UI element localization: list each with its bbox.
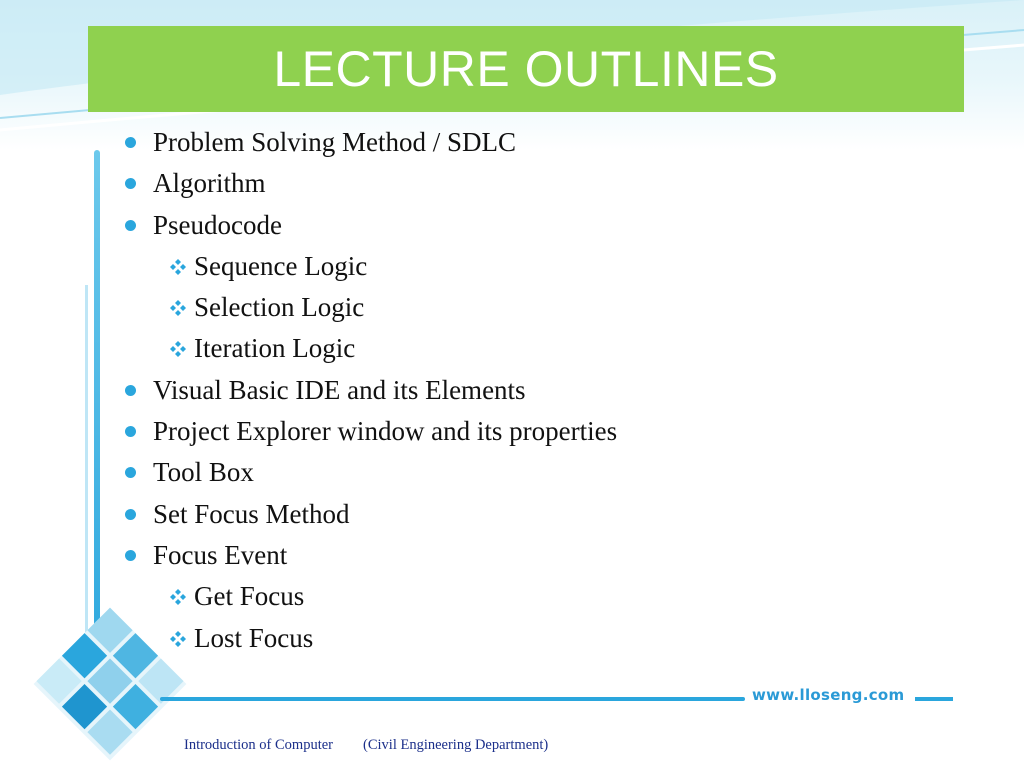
- outline-item-text: Iteration Logic: [194, 333, 356, 364]
- outline-item: [122, 370, 617, 411]
- outline-subitem: [122, 246, 617, 287]
- circle-bullet-icon: [125, 550, 136, 561]
- outline-item: [122, 163, 617, 204]
- website-url: www.lloseng.com: [752, 686, 905, 704]
- bottom-accent-line-right: [915, 697, 953, 701]
- diamond-bullet-icon: [166, 588, 190, 606]
- outline-item: [122, 205, 617, 246]
- bottom-accent-line: [160, 697, 745, 701]
- footer-department: (Civil Engineering Department): [363, 737, 549, 753]
- outline-item-text: Algorithm: [153, 168, 266, 199]
- outline-item: [122, 494, 617, 535]
- outline-item-text: Visual Basic IDE and its Elements: [153, 374, 526, 405]
- circle-bullet-icon: [125, 178, 136, 189]
- circle-bullet-icon: [125, 220, 136, 231]
- outline-item: [122, 452, 617, 493]
- outline-item-text: Focus Event: [153, 539, 288, 570]
- slide-title: LECTURE OUTLINES: [273, 41, 779, 97]
- outline-subitem: [122, 287, 617, 328]
- diamond-bullet-icon: [166, 258, 190, 276]
- slide-footer: [184, 737, 548, 754]
- circle-bullet-icon: [125, 509, 136, 520]
- circle-bullet-icon: [125, 385, 136, 396]
- outline-item-text: Sequence Logic: [194, 250, 368, 281]
- diamond-bullet-icon: [166, 340, 190, 358]
- circle-bullet-icon: [125, 426, 136, 437]
- outline-item-text: Set Focus Method: [153, 498, 350, 529]
- outline-item-text: Get Focus: [194, 581, 305, 612]
- outline-item: [122, 122, 617, 163]
- outline-item-text: Pseudocode: [153, 209, 282, 240]
- circle-bullet-icon: [125, 137, 136, 148]
- outline-item: [122, 535, 617, 576]
- diamond-bullet-icon: [166, 630, 190, 648]
- outline-item-text: Lost Focus: [194, 622, 314, 653]
- footer-course: Introduction of Computer: [184, 737, 334, 753]
- outline-item: [122, 411, 617, 452]
- outline-item-text: Selection Logic: [194, 292, 365, 323]
- title-banner: [88, 26, 964, 112]
- outline-item-text: Problem Solving Method / SDLC: [153, 127, 517, 157]
- circle-bullet-icon: [125, 467, 136, 478]
- diamond-bullet-icon: [166, 299, 190, 317]
- outline-subitem: [122, 328, 617, 369]
- outline-subitem: [122, 618, 617, 659]
- outline-list: [122, 122, 617, 659]
- outline-subitem: [122, 576, 617, 617]
- outline-item-text: Tool Box: [153, 457, 254, 488]
- outline-item-text: Project Explorer window and its properties: [153, 416, 618, 447]
